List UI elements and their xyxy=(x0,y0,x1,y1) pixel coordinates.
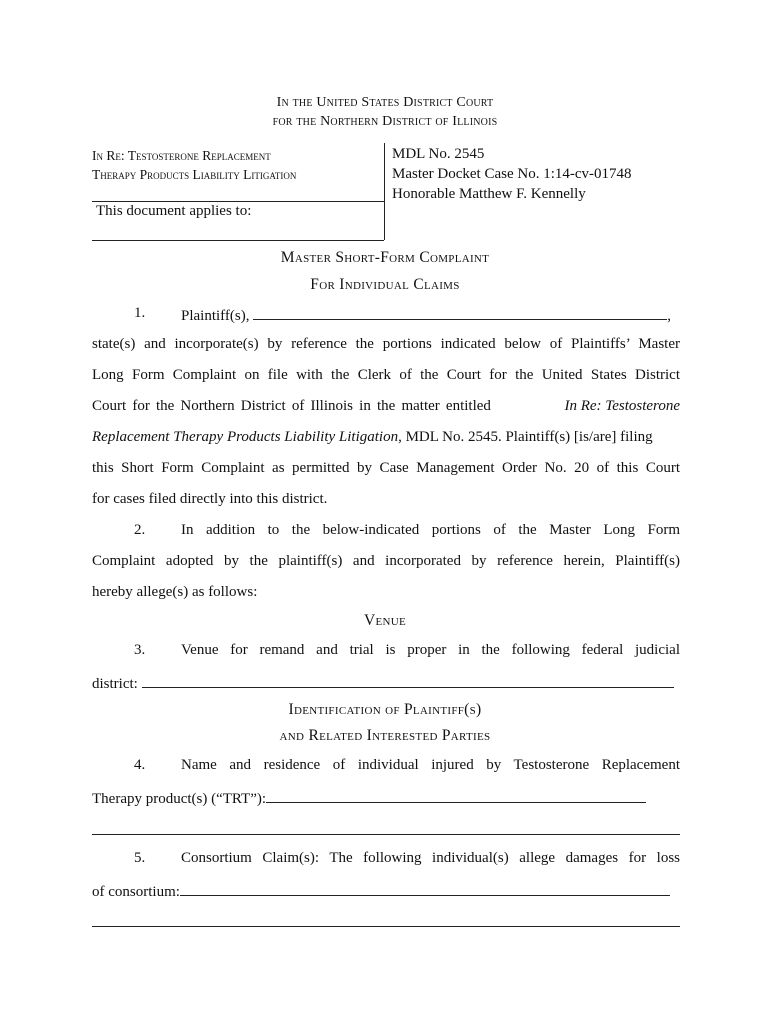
caption-divider xyxy=(384,143,385,240)
case-info xyxy=(392,144,692,204)
para3-line2 xyxy=(92,673,680,693)
para1-line2: state(s) and incorporate(s) by reference the portions indicated below of Plaintiffs’ Master xyxy=(92,336,680,352)
mdl-number: MDL No. 2545 xyxy=(392,146,485,162)
docket-number: Master Docket Case No. 1:14-cv-01748 xyxy=(392,166,632,182)
document-title-line2: For Individual Claims xyxy=(310,276,460,293)
para1-plaintiff-line xyxy=(181,305,681,325)
injured-name-label: Therapy product(s) (“TRT”): xyxy=(92,791,267,807)
para1-line4-plain: Court for the Northern District of Illinois in the matter entitled xyxy=(92,398,491,414)
para1-line5-italic: Replacement Therapy Products Liability Litigation xyxy=(92,429,399,445)
caption-bottom-rule xyxy=(92,240,384,241)
para1-number: 1. xyxy=(134,305,146,321)
injured-name-extra-line[interactable] xyxy=(92,834,680,835)
para5-line2 xyxy=(92,881,680,901)
district-blank[interactable] xyxy=(142,673,674,688)
para2-line1: In addition to the below-indicated portions of the Master Long Form xyxy=(181,522,680,538)
document-title-line1: Master Short-Form Complaint xyxy=(280,249,490,266)
district-label: district: xyxy=(92,676,138,692)
caption-line1: In Re: Testosterone Replacement xyxy=(92,148,271,163)
para1-line5-plain: , MDL No. 2545. Plaintiff(s) [is/are] filing xyxy=(398,429,653,445)
para1-line3: Long Form Complaint on file with the Clerk of the Court for the United States District xyxy=(92,367,680,383)
plaintiff-name-blank[interactable] xyxy=(253,305,667,320)
consortium-blank[interactable] xyxy=(180,881,670,896)
para5-number: 5. xyxy=(134,850,146,866)
consortium-label: of consortium: xyxy=(92,884,180,900)
para3-line1: Venue for remand and trial is proper in the following federal judicial xyxy=(181,642,680,658)
para1-line7: for cases filed directly into this district. xyxy=(92,491,328,507)
judge-name: Honorable Matthew F. Kennelly xyxy=(392,186,586,202)
para1-line6: this Short Form Complaint as permitted by Case Management Order No. 20 of this Court xyxy=(92,460,680,476)
consortium-extra-line[interactable] xyxy=(92,926,680,927)
injured-name-blank[interactable] xyxy=(266,788,646,803)
caption-rule xyxy=(92,201,384,202)
para3-number: 3. xyxy=(134,642,146,658)
para1-lead: Plaintiff(s), xyxy=(181,308,250,324)
para4-number: 4. xyxy=(134,757,146,773)
para1-trail: , xyxy=(667,308,671,324)
court-name-line1: In the United States District Court xyxy=(276,95,494,110)
para4-line1: Name and residence of individual injured by Testosterone Replacement xyxy=(181,757,680,773)
court-name-line2: for the Northern District of Illinois xyxy=(272,114,498,129)
para4-line2 xyxy=(92,788,680,808)
para5-line1: Consortium Claim(s): The following individual(s) allege damages for loss xyxy=(181,850,680,866)
case-caption xyxy=(92,146,384,184)
identification-heading-line1: Identification of Plaintiff(s) xyxy=(288,701,482,718)
caption-line2: Therapy Products Liability Litigation xyxy=(92,167,297,182)
para2-number: 2. xyxy=(134,522,146,538)
para2-line2: Complaint adopted by the plaintiff(s) and incorporated by reference herein, Plaintiff(s) xyxy=(92,553,680,569)
applies-to-label: This document applies to: xyxy=(96,203,252,219)
para1-line4-italic: In Re: Testosterone xyxy=(564,398,680,414)
para2-line3: hereby allege(s) as follows: xyxy=(92,584,258,600)
identification-heading-line2: and Related Interested Parties xyxy=(279,727,491,744)
para1-line4 xyxy=(92,398,680,415)
venue-heading: Venue xyxy=(363,612,407,629)
para1-line5 xyxy=(92,429,680,446)
